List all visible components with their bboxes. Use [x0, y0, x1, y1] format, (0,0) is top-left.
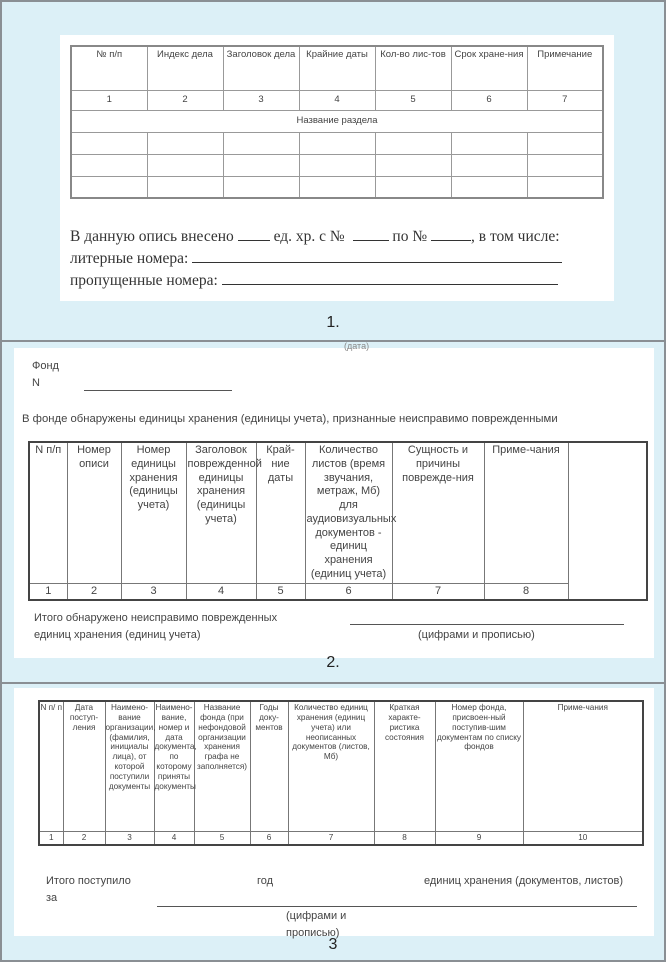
column-number: 7: [527, 90, 603, 110]
form-2-image: [14, 341, 654, 658]
table-row: [71, 176, 603, 198]
header-row: [71, 46, 603, 90]
column-header: Примечание: [527, 46, 603, 90]
table-cell[interactable]: [527, 154, 603, 176]
column-header: Дата поступ-ления: [63, 701, 105, 831]
column-number: 5: [194, 831, 250, 845]
column-header: Номер описи: [67, 442, 121, 583]
caption-3: 3: [328, 936, 338, 953]
table-cell[interactable]: [299, 132, 375, 154]
table-cell[interactable]: [299, 154, 375, 176]
text: В данную опись внесено: [70, 228, 234, 245]
column-header: Индекс дела: [147, 46, 223, 90]
form-1-image: [60, 35, 614, 301]
header-row: [29, 442, 647, 583]
column-number: 3: [223, 90, 299, 110]
text: пропущенные номера:: [70, 272, 218, 289]
column-number: 7: [288, 831, 374, 845]
column-number: 3: [121, 583, 186, 600]
header-row: [39, 701, 643, 831]
table-cell[interactable]: [299, 176, 375, 198]
column-header: Годы доку-ментов: [250, 701, 288, 831]
table-row: [71, 132, 603, 154]
column-number: 6: [451, 90, 527, 110]
receipts-table: [38, 700, 644, 846]
total-label: Итого обнаружено неисправимо поврежденных: [34, 612, 278, 624]
table-cell[interactable]: [451, 154, 527, 176]
column-header: N п/ п: [39, 701, 63, 831]
column-number: 2: [147, 90, 223, 110]
column-number: 3: [105, 831, 154, 845]
column-number: 1: [71, 90, 147, 110]
table-cell[interactable]: [147, 176, 223, 198]
total-label: Итого поступило: [46, 875, 131, 887]
table-cell[interactable]: [451, 132, 527, 154]
table-cell[interactable]: [375, 154, 451, 176]
column-number: 5: [256, 583, 305, 600]
column-header: N п/п: [29, 442, 67, 583]
table-cell[interactable]: [223, 132, 299, 154]
table-cell[interactable]: [147, 132, 223, 154]
table-cell[interactable]: [527, 132, 603, 154]
column-number: 9: [435, 831, 523, 845]
column-header: Край-ние даты: [256, 442, 305, 583]
table-cell[interactable]: [451, 176, 527, 198]
column-number: 2: [63, 831, 105, 845]
missed-numbers-line: [70, 272, 558, 290]
column-header: Количество листов (время звучания, метраж, Мб) для аудиовизуальных документов - единиц хранения (единиц учета): [305, 442, 392, 583]
column-number-row: [29, 583, 647, 600]
column-header: Номер единицы хранения (единицы учета): [121, 442, 186, 583]
table-cell[interactable]: [375, 176, 451, 198]
text: ед. хр. с №: [273, 228, 345, 245]
table-row: [71, 154, 603, 176]
total-label: единиц хранения (единиц учета): [34, 629, 201, 641]
text: литерные номера:: [70, 250, 189, 267]
column-header: Наимено-вание, номер и дата документа, по которому приняты документы: [154, 701, 194, 831]
column-number: 8: [374, 831, 435, 845]
column-number: 2: [67, 583, 121, 600]
column-number: 6: [305, 583, 392, 600]
column-number: 10: [523, 831, 643, 845]
column-header: № п/п: [71, 46, 147, 90]
column-number: 4: [186, 583, 256, 600]
fond-label: Фонд: [32, 360, 59, 372]
caption-2: 2.: [326, 654, 340, 671]
panel-form-3: [0, 682, 666, 962]
total-hint: (цифрами и прописью): [418, 629, 535, 641]
table-cell[interactable]: [71, 154, 147, 176]
panel-form-2: [0, 340, 666, 684]
text: , в том числе:: [471, 228, 560, 245]
fond-number-blank: [84, 390, 232, 391]
panel-form-1: [0, 0, 666, 342]
table-cell[interactable]: [147, 154, 223, 176]
column-header: Срок хране-ния: [451, 46, 527, 90]
column-header: Заголовок дела: [223, 46, 299, 90]
column-number: 1: [29, 583, 67, 600]
column-number: 8: [484, 583, 568, 600]
column-number: 4: [154, 831, 194, 845]
year-label: год: [257, 875, 274, 887]
caption-1: 1.: [326, 314, 340, 331]
total-blank: [350, 624, 624, 625]
column-header: Название фонда (при нефондовой организации хранения графа не заполняется): [194, 701, 250, 831]
column-header: Краткая характе-ристика состояния: [374, 701, 435, 831]
section-title: Название раздела: [71, 110, 603, 132]
column-number: 5: [375, 90, 451, 110]
table-cell[interactable]: [527, 176, 603, 198]
column-header: Кол-во лис-тов: [375, 46, 451, 90]
column-number: 1: [39, 831, 63, 845]
column-header: Наимено-вание организации, (фамилия, инициалы лица), от которой поступили документы: [105, 701, 154, 831]
column-header: Приме-чания: [523, 701, 643, 831]
inventory-table: [70, 45, 604, 199]
damaged-units-table: [28, 441, 648, 601]
table-cell[interactable]: [71, 176, 147, 198]
total-label: за: [46, 892, 58, 904]
column-header: Сущность и причины поврежде-ния: [392, 442, 484, 583]
total-blank: [157, 906, 637, 907]
column-number: 7: [392, 583, 484, 600]
section-row: [71, 110, 603, 132]
column-header: Крайние даты: [299, 46, 375, 90]
inventory-total-line: [70, 228, 560, 246]
column-header: Номер фонда, присвоен-ный поступив-шим документам по списку фондов: [435, 701, 523, 831]
column-header: Приме-чания: [484, 442, 568, 583]
column-header: Заголовок поврежденной единицы хранения (единицы учета): [186, 442, 256, 583]
table-cell[interactable]: [223, 176, 299, 198]
column-number: 4: [299, 90, 375, 110]
column-header: Количество единиц хранения (единиц учета) или неописанных документов (листов, Мб): [288, 701, 374, 831]
intro-text: В фонде обнаружены единицы хранения (единицы учета), признанные неисправимо поврежденными: [22, 413, 558, 425]
units-label: единиц хранения (документов, листов): [424, 875, 624, 887]
column-number-row: [71, 90, 603, 110]
cut-text: (дата): [344, 341, 370, 351]
table-cell[interactable]: [71, 132, 147, 154]
form-3-image: [14, 688, 654, 939]
column-number-row: [39, 831, 643, 845]
table-cell[interactable]: [223, 154, 299, 176]
column-number: 6: [250, 831, 288, 845]
total-hint: (цифрами и прописью): [286, 910, 347, 939]
fond-number-label: N: [32, 377, 40, 389]
table-cell[interactable]: [375, 132, 451, 154]
text: по №: [392, 228, 428, 245]
letter-numbers-line: [70, 250, 562, 268]
